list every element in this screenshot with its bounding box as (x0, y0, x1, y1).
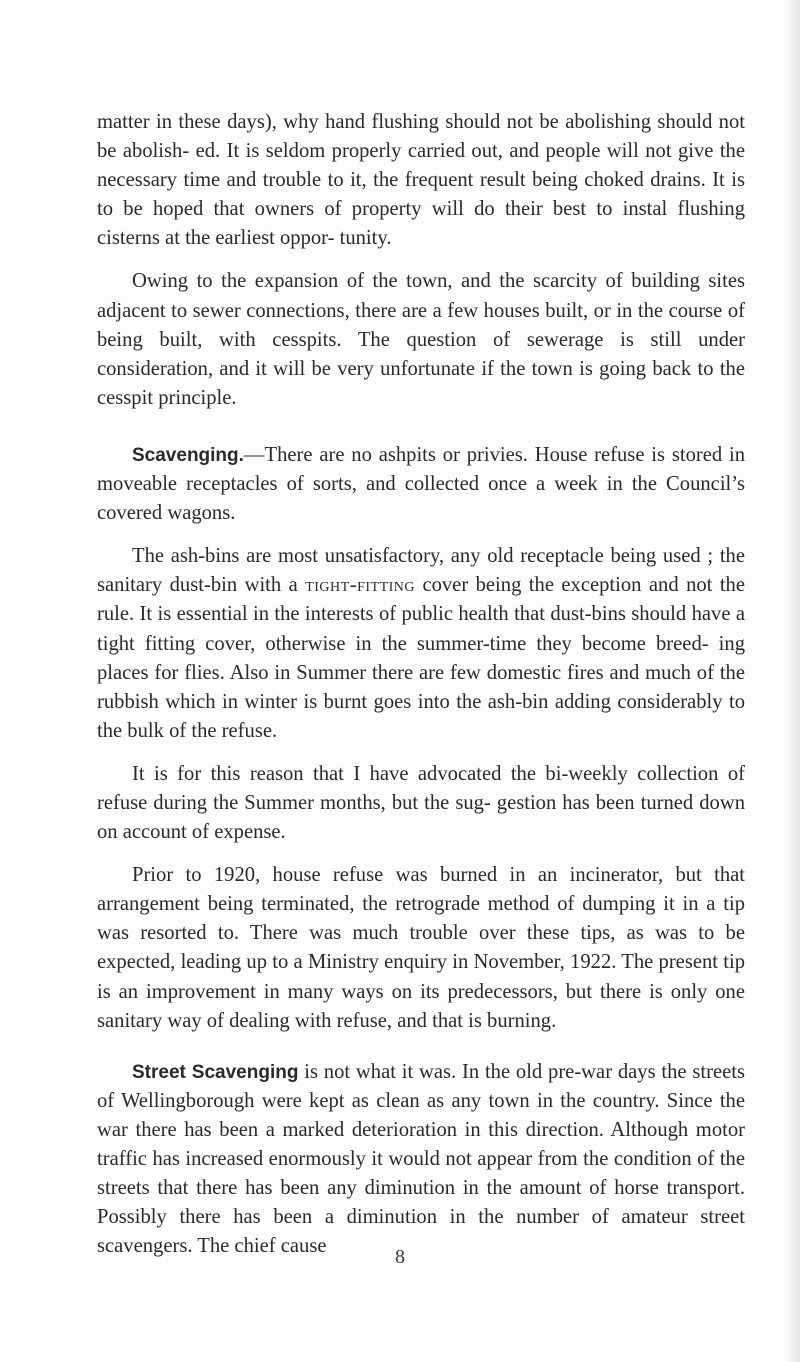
paragraph-cesspits (97, 267, 745, 412)
paragraph-text: is not what it was. In the old pre-war days the streets of Wellingborough were kept as clean as any town in the country. Since the war there has been a marked deterioration in this direction. Although motor traffic has increased enormously it would not appear from the condition of the streets that there has been any diminution in the amount of horse transport. Possibly there has been a diminution in the number of amateur street scavengers. The chief cause (97, 1060, 745, 1258)
body-text (97, 108, 745, 1261)
page-number: 8 (395, 1246, 405, 1268)
paragraph-ash-bins (97, 542, 745, 746)
paragraph-text: matter in these days), why hand flushing should not be abolishing should not be abolish- ed. It is seldom properly carried out, and people will not give the necessary time and trouble to it, the frequent result being choked drains. It is to be hoped that owners of property will do their best to instal flushing cisterns at the earliest oppor- tunity. (97, 111, 745, 250)
paragraph-flushing (97, 108, 745, 253)
paragraph-text: Prior to 1920, house refuse was burned in an incinerator, but that arrangement being terminated, the retrograde method of dumping it in a tip was resorted to. There was much trouble over these tips, as was to be expected, leading up to a Ministry enquiry in November, 1922. The present tip is an improvement in many ways on its predecessors, but there is only one sanitary way of dealing with refuse, and that is burning. (97, 864, 745, 1032)
paragraph-text: cover being the exception and not the rule. It is essential in the interests of public health that dust-bins should have a tight fitting cover, otherwise in the summer-time they become breed- ing places for flies. Also in Summer there are few domestic fires and much of the rubbish which in winter is burnt goes into the ash-bin adding considerably to the bulk of the refuse. (97, 574, 745, 742)
section-heading-scavenging: Scavenging. (132, 444, 244, 466)
paragraph-bi-weekly (97, 760, 745, 847)
paragraph-street-scavenging (97, 1058, 745, 1262)
section-heading-street-scavenging: Street Scavenging (132, 1061, 299, 1083)
paragraph-scavenging (97, 441, 745, 528)
paragraph-text: It is for this reason that I have advocated the bi-weekly collection of refuse during the Summer months, but the sug- gestion has been turned down on account of expense. (97, 762, 745, 844)
page-edge-shadow (786, 0, 800, 1362)
paragraph-text: Owing to the expansion of the town, and the scarcity of building sites adjacent to sewer connections, there are a few houses built, or in the course of being built, with cesspits. The question of sewerage is still under consideration, and it will be very unfortunate if the town is going back to the cesspit principle. (97, 270, 745, 409)
paragraph-text: —There are no ashpits or privies. House refuse is stored in moveable receptacles of sorts, and collected once a week in the Council’s covered wagons. (97, 443, 745, 525)
paragraph-text: The ash-bins are most unsatisfactory, any old receptacle being used ; the sanitary dust-bin with a (97, 545, 745, 597)
small-caps-term: tight-fitting (305, 574, 415, 597)
paragraph-incinerator (97, 861, 745, 1036)
